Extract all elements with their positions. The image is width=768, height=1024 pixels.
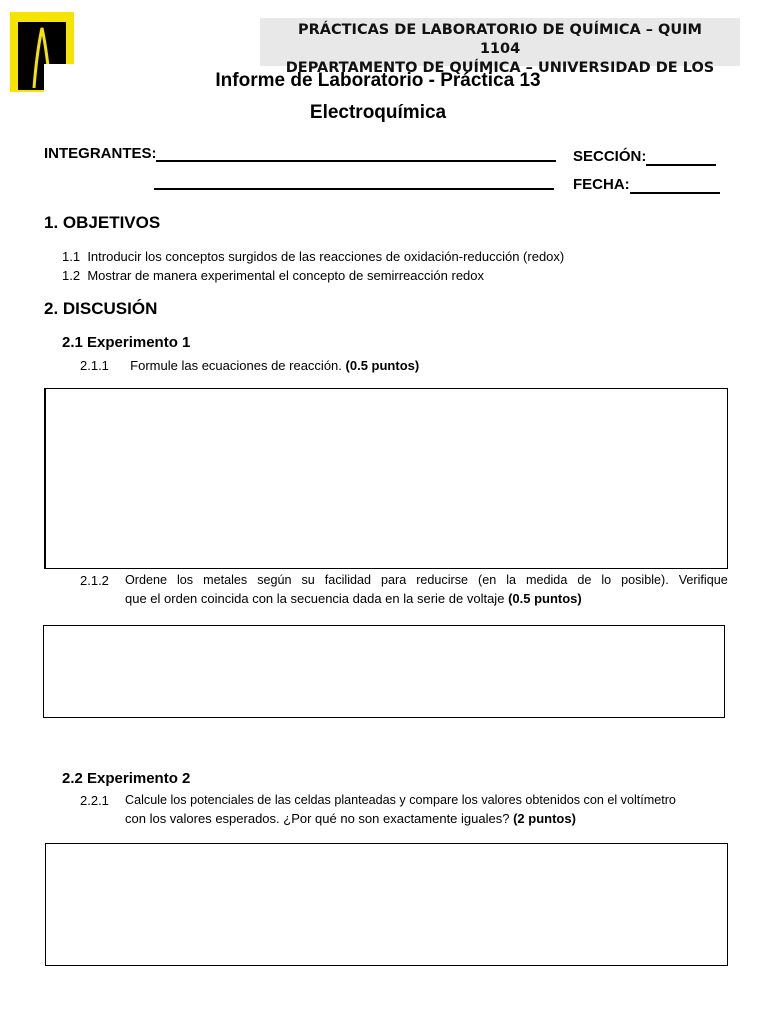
question-text: Formule las ecuaciones de reacción.	[130, 358, 342, 373]
seccion-label: SECCIÓN:	[573, 148, 647, 165]
objetivo-text: Mostrar de manera experimental el concepto de semirreacción redox	[87, 268, 485, 283]
question-number: 2.1.2	[80, 573, 109, 588]
question-points: (0.5 puntos)	[508, 591, 582, 606]
discusion-heading: 2. DISCUSIÓN	[44, 299, 158, 318]
question-number: 2.1.1	[80, 358, 109, 373]
page-title: Informe de Laboratorio - Práctica 13	[215, 70, 541, 91]
integrantes-line-2[interactable]	[154, 188, 554, 190]
objetivo-number: 1.2	[62, 268, 81, 283]
objetivo-text: Introducir los conceptos surgidos de las reacciones de oxidación-reducción (redox)	[87, 249, 565, 264]
objetivo-item	[62, 249, 564, 264]
seccion-line[interactable]	[646, 164, 716, 166]
banner-line1: PRÁCTICAS DE LABORATORIO DE QUÍMICA – QUIM	[298, 22, 702, 38]
fecha-label: FECHA:	[573, 176, 630, 193]
integrantes-label: INTEGRANTES:	[44, 145, 157, 162]
experimento2-heading: 2.2 Experimento 2	[62, 770, 191, 787]
logo-cutout	[44, 64, 84, 104]
answer-box-2-1-2[interactable]	[43, 625, 725, 718]
page-subtitle: Electroquímica	[309, 102, 447, 123]
answer-box-2-1-1[interactable]	[44, 388, 728, 569]
integrantes-line-1[interactable]	[156, 160, 556, 162]
header-banner	[260, 18, 740, 76]
objetivo-item	[62, 268, 484, 283]
banner-line3: DEPARTAMENTO DE QUÍMICA – UNIVERSIDAD DE LOS	[285, 60, 715, 76]
question-text-line1: Ordene los metales según su facilidad para reducirse (en la medida de lo posible). Verifique	[125, 573, 728, 587]
question-2-1-2	[80, 573, 728, 606]
banner-line2: 1104	[479, 41, 521, 57]
question-points: (2 puntos)	[513, 811, 576, 826]
question-2-2-1	[80, 793, 728, 826]
question-2-1-1	[80, 358, 419, 373]
fecha-line[interactable]	[630, 192, 720, 194]
objetivo-number: 1.1	[62, 249, 81, 264]
question-text-line2: con los valores esperados. ¿Por qué no son exactamente iguales?	[125, 811, 510, 826]
question-points: (0.5 puntos)	[345, 358, 420, 373]
answer-box-2-2-1[interactable]	[45, 843, 728, 966]
question-number: 2.2.1	[80, 793, 109, 808]
experimento1-heading: 2.1 Experimento 1	[62, 334, 191, 351]
question-text-line2: que el orden coincida con la secuencia dada en la serie de voltaje	[125, 591, 505, 606]
objetivos-heading: 1. OBJETIVOS	[44, 213, 161, 232]
question-text-line1: Calcule los potenciales de las celdas planteadas y compare los valores obtenidos con el voltímetro	[125, 793, 676, 807]
